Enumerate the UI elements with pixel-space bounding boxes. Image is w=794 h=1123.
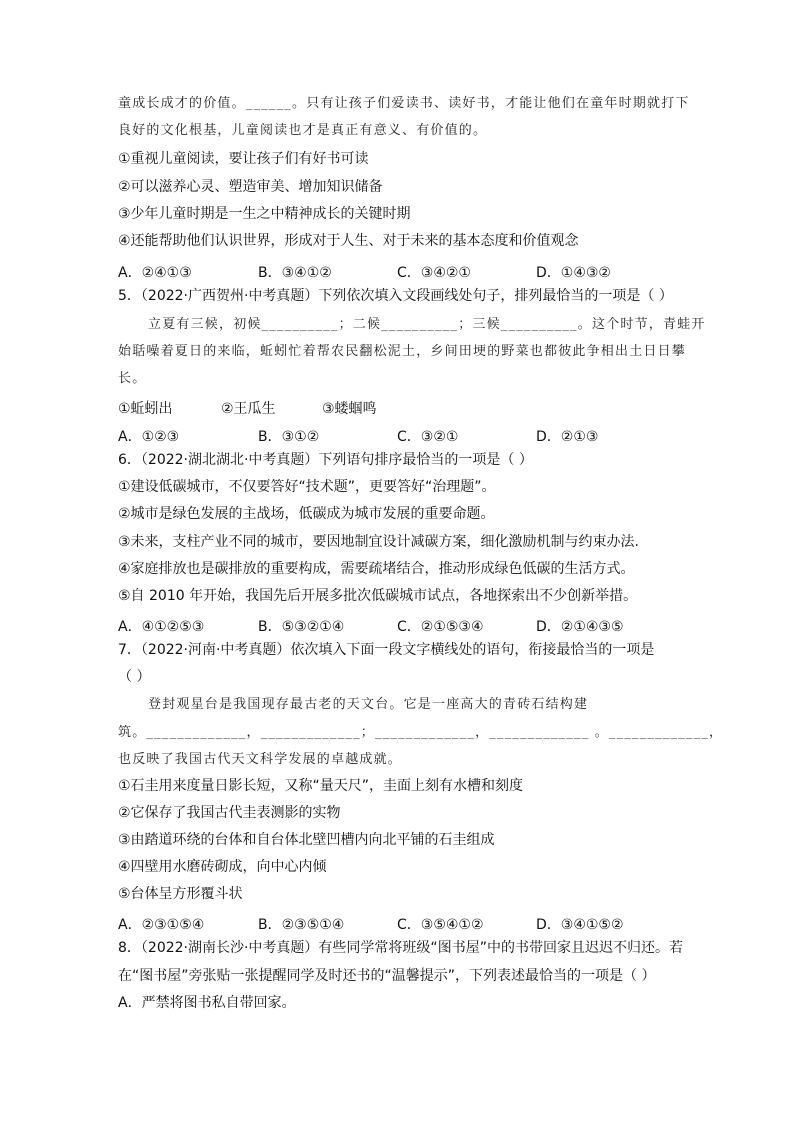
- q7-option-b[interactable]: B．②③⑤①④: [258, 917, 345, 933]
- q6-item-5: ⑤自 2010 年开始，我国先后开展多批次低碳城市试点，各地探索出不少创新举措。: [118, 588, 638, 604]
- q7-option-c[interactable]: C．③⑤④①②: [397, 917, 484, 933]
- q7-item-2: ②它保存了我国古代圭表测影的实物: [118, 805, 341, 821]
- q8-stem-line-2: 在“图书屋”旁张贴一张提醒同学及时还书的“温馨提示”，下列表述最恰当的一项是（ ）: [118, 968, 656, 984]
- q5-item-3: ③蝼蝈鸣: [322, 401, 377, 417]
- q4-item-1: ①重视儿童阅读，要让孩子们有好书可读: [118, 151, 369, 167]
- q4-item-3: ③少年儿童时期是一生之中精神成长的关键时期: [118, 206, 411, 222]
- q7-item-1: ①石圭用来度量日影长短，又称“量天尺”，圭面上刻有水槽和刻度: [118, 778, 524, 794]
- q5-passage-line-3: 长。: [118, 371, 147, 386]
- q5-item-1: ①蚯蚓出: [118, 401, 173, 417]
- q5-option-d[interactable]: D．②①③: [536, 429, 599, 445]
- q7-stem-line-2: （ ）: [118, 669, 151, 685]
- q7-item-3: ③由踏道环绕的台体和自台体北壁凹槽内向北平铺的石圭组成: [118, 832, 495, 848]
- q5-item-2: ②王瓜生: [221, 401, 276, 417]
- q5-stem: 5．（2022·广西贺州·中考真题）下列依次填入文段画线处句子，排列最恰当的一项是（ ）: [118, 288, 673, 304]
- q6-option-c[interactable]: C．②①⑤③④: [397, 619, 484, 635]
- q4-option-c[interactable]: C．③④②①: [397, 265, 471, 281]
- q7-item-4: ④四壁用水磨砖砌成，向中心内倾: [118, 859, 327, 875]
- q5-option-c[interactable]: C．③②①: [397, 429, 459, 445]
- q5-option-b[interactable]: B．③①②: [258, 429, 320, 445]
- q7-option-d[interactable]: D．③④①⑤②: [536, 917, 624, 933]
- q7-stem-line-1: 7．（2022·河南·中考真题）依次填入下面一段文字横线处的语句，衔接最恰当的一项是: [118, 642, 655, 658]
- q4-item-4: ④还能帮助他们认识世界，形成对于人生、对于未来的基本态度和价值观念: [118, 233, 579, 249]
- q4-item-2: ②可以滋养心灵、塑造审美、增加知识储备: [118, 179, 383, 195]
- q4-passage-line-1: 童成长成才的价值。______。只有让孩子们爱读书、读好书，才能让他们在童年时期就打下: [118, 96, 690, 111]
- q6-item-4: ④家庭排放也是碳排放的重要构成，需要疏堵结合，推动形成绿色低碳的生活方式。: [118, 561, 635, 577]
- q4-option-a[interactable]: A．②④①③: [118, 265, 192, 281]
- q6-item-3: ③未来，支柱产业不同的城市，要因地制宜设计减碳方案，细化激励机制与约束办法.: [118, 534, 639, 550]
- q7-passage-line-3: 也反映了我国古代天文科学发展的卓越成就。: [118, 752, 403, 767]
- q6-stem: 6．（2022·湖北湖北·中考真题）下列语句排序最恰当的一项是（ ）: [118, 452, 533, 468]
- q4-option-d[interactable]: D．①④③②: [536, 265, 611, 281]
- q7-option-a[interactable]: A．②③①⑤④: [118, 917, 205, 933]
- q6-item-1: ①建设低碳城市，不仅要答好“技术题”，更要答好“治理题”。: [118, 479, 496, 495]
- q5-passage-line-1: 立夏有三候，初候__________；二候__________；三候__________。这个时节，青蛙开: [148, 317, 706, 332]
- q7-passage-line-1: 登封观星台是我国现存最古老的天文台。它是一座高大的青砖石结构建: [148, 697, 589, 712]
- q6-item-2: ②城市是绿色发展的主战场，低碳成为城市发展的重要命题。: [118, 506, 495, 522]
- q4-passage-line-2: 良好的文化根基，儿童阅读也才是真正有意义、有价值的。: [118, 123, 488, 138]
- q5-option-a[interactable]: A．①②③: [118, 429, 180, 445]
- q6-option-a[interactable]: A．④①②⑤③: [118, 619, 205, 635]
- q4-option-b[interactable]: B．③④①②: [258, 265, 332, 281]
- q7-item-5: ⑤台体呈方形覆斗状: [118, 886, 243, 902]
- q6-option-b[interactable]: B．⑤③②①④: [258, 619, 345, 635]
- q5-passage-line-2: 始聒噪着夏日的来临，蚯蚓忙着帮农民翻松泥土，乡间田埂的野菜也都彼此争相出土日日攀: [118, 344, 687, 359]
- q8-option-a[interactable]: A．严禁将图书私自带回家。: [118, 995, 296, 1011]
- q7-passage-line-2: 筑。_____________，_____________；_____________，_____________ 。_____________，: [118, 725, 724, 740]
- q8-stem-line-1: 8．（2022·湖南长沙·中考真题）有些同学常将班级“图书屋”中的书带回家且迟迟不归还。若: [118, 940, 683, 956]
- q6-option-d[interactable]: D．②①④③⑤: [536, 619, 624, 635]
